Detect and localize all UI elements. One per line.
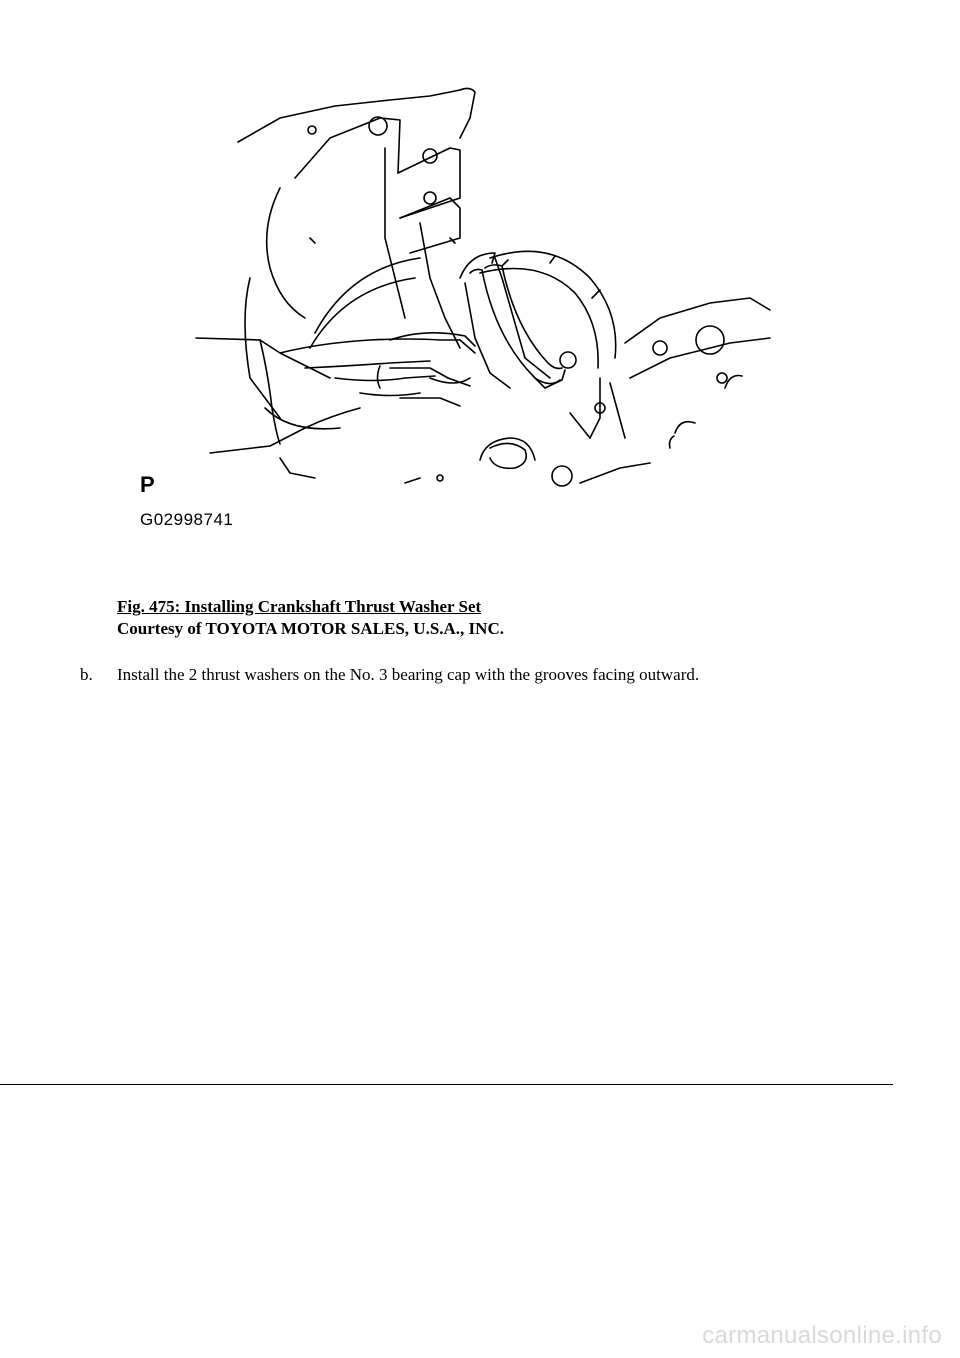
instruction-step	[80, 664, 699, 686]
figure-code: G02998741	[140, 510, 234, 529]
figure-reference-mark: P	[140, 472, 155, 497]
watermark: carmanualsonline.info	[702, 1322, 942, 1349]
step-marker: b.	[80, 665, 93, 684]
figure-title: Fig. 475: Installing Crankshaft Thrust Washer Set	[117, 597, 482, 616]
step-text: Install the 2 thrust washers on the No. 3 bearing cap with the grooves facing outward.	[117, 665, 700, 684]
figure-credit: Courtesy of TOYOTA MOTOR SALES, U.S.A., INC.	[117, 619, 504, 638]
figure-caption	[117, 596, 504, 640]
crankshaft-thrust-washer-illustration	[130, 78, 780, 540]
page-divider	[0, 1084, 893, 1085]
